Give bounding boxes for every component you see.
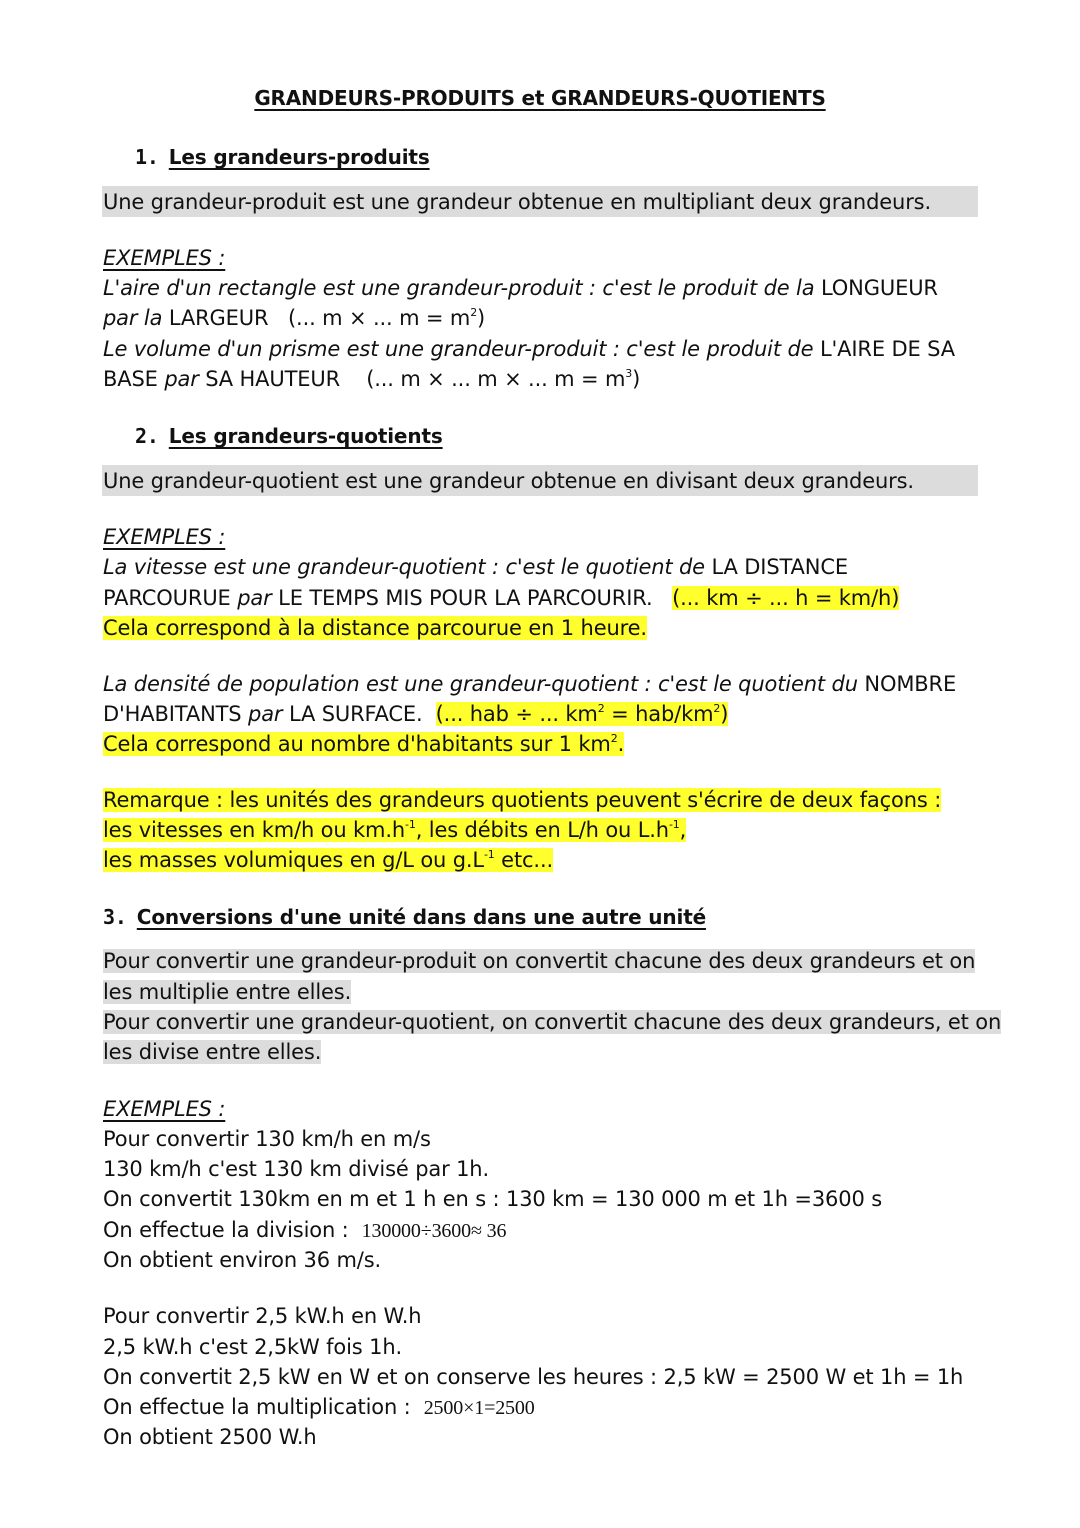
section-3-examples-label: EXEMPLES :	[103, 1097, 226, 1121]
section-3-number: 3.	[103, 905, 127, 929]
division-formula: 130000÷3600≈ 36	[361, 1220, 507, 1242]
example-prism-line-2	[103, 364, 640, 394]
unit-formula: (... m × ... m × ... $m = m^3$)	[366, 367, 641, 391]
section-2-examples-label: EXEMPLES :	[103, 525, 226, 549]
speed-conversion-line-4: On effectue la division : 130000÷3600≈ 36	[103, 1218, 507, 1242]
conversion-rule-quotient-line-1: Pour convertir une grandeur-quotient, on convertit chacune des deux grandeurs, et on	[103, 1010, 1002, 1034]
remark-text: les vitesses en km/h ou $km.h^{-1}$, les débits en L/h ou $L.h^{-1}$,	[103, 818, 687, 842]
speed-conversion-line-1: Pour convertir 130 km/h en m/s	[103, 1127, 431, 1151]
example-keyword: LA SURFACE.	[288, 702, 423, 726]
energy-conversion-line-1: Pour convertir 2,5 kW.h en W.h	[103, 1304, 422, 1328]
example-keyword: D'HABITANTS	[103, 702, 242, 726]
remark-line-3	[103, 845, 553, 875]
speed-conversion-line-2: 130 km/h c'est 130 km divisé par 1h.	[103, 1157, 489, 1181]
example-text: par la	[103, 306, 163, 330]
example-rectangle-line-2	[103, 303, 485, 333]
example-keyword: LE TEMPS MIS POUR LA PARCOURIR.	[278, 586, 653, 610]
example-speed-line-1	[103, 552, 848, 582]
example-density-line-3	[103, 729, 624, 759]
highlighted-note: Cela correspond à la distance parcourue en 1 heure.	[103, 616, 647, 640]
section-1-number: 1.	[135, 145, 159, 169]
unit-formula: (... m × ... $m = m^2$)	[288, 306, 486, 330]
example-keyword: PARCOURUE	[103, 586, 231, 610]
remark-line-2	[103, 815, 686, 845]
section-1-heading	[135, 142, 430, 172]
example-keyword: LONGUEUR	[821, 276, 938, 300]
speed-conversion-line-3: On convertit 130km en m et 1 h en s : 130 km = 130 000 m et 1h =3600 s	[103, 1187, 883, 1211]
remark-line-1	[103, 785, 941, 815]
conversion-rule-product-line-1: Pour convertir une grandeur-produit on convertit chacune des deux grandeurs et on	[103, 949, 976, 973]
section-1-definition: Une grandeur-produit est une grandeur obtenue en multipliant deux grandeurs.	[103, 190, 931, 214]
example-density-line-1	[103, 669, 956, 699]
section-2-definition: Une grandeur-quotient est une grandeur obtenue en divisant deux grandeurs.	[103, 469, 914, 493]
example-keyword: NOMBRE	[864, 672, 957, 696]
example-keyword: LA DISTANCE	[711, 555, 848, 579]
section-3-heading	[103, 902, 706, 932]
energy-conversion-line-3: On convertit 2,5 kW en W et on conserve les heures : 2,5 kW = 2500 W et 1h = 1h	[103, 1365, 964, 1389]
example-speed-line-2	[103, 583, 899, 613]
example-text: par	[248, 702, 283, 726]
example-keyword: LARGEUR	[168, 306, 269, 330]
energy-conversion-result: On obtient 2500 W.h	[103, 1425, 317, 1449]
remark-text: les masses volumiques en g/L ou $g.L^{-1}$ etc...	[103, 848, 554, 872]
unit-formula: (... hab ÷ ... $km^2 = hab/km^2$)	[435, 702, 729, 726]
remark-text: Remarque : les unités des grandeurs quotients peuvent s'écrire de deux façons :	[103, 788, 942, 812]
multiplication-formula: 2500×1=2500	[423, 1397, 535, 1419]
example-density-line-2	[103, 699, 728, 729]
conversion-rule-quotient-line-2: les divise entre elles.	[103, 1040, 322, 1064]
section-1-title: Les grandeurs-produits	[168, 145, 430, 169]
conversion-rule-product-line-2: les multiplie entre elles.	[103, 980, 352, 1004]
example-text: par	[164, 367, 199, 391]
example-text: La densité de population est une grandeur-quotient : c'est le quotient du	[103, 672, 858, 696]
example-speed-line-3	[103, 613, 647, 643]
section-2-heading	[135, 421, 443, 451]
unit-formula: (... km ÷ ... h = km/h)	[672, 586, 900, 610]
example-rectangle-line-1	[103, 273, 938, 303]
example-keyword: L'AIRE DE SA	[819, 337, 955, 361]
energy-conversion-line-4: On effectue la multiplication : 2500×1=2500	[103, 1395, 535, 1419]
example-text: La vitesse est une grandeur-quotient : c'est le quotient de	[103, 555, 705, 579]
section-2-title: Les grandeurs-quotients	[168, 424, 443, 448]
highlighted-note: Cela correspond au nombre d'habitants sur 1 $km^2$.	[103, 732, 625, 756]
example-text: Le volume d'un prisme est une grandeur-produit : c'est le produit de	[103, 337, 814, 361]
section-3-title: Conversions d'une unité dans dans une autre unité	[136, 905, 707, 929]
speed-conversion-result: On obtient environ 36 m/s.	[103, 1248, 382, 1272]
page-title: GRANDEURS-PRODUITS et GRANDEURS-QUOTIENTS	[254, 86, 826, 110]
example-text: par	[237, 586, 272, 610]
example-keyword: BASE	[103, 367, 158, 391]
example-keyword: SA HAUTEUR	[205, 367, 341, 391]
example-text: L'aire d'un rectangle est une grandeur-produit : c'est le produit de la	[103, 276, 815, 300]
example-prism-line-1	[103, 334, 955, 364]
energy-conversion-line-2: 2,5 kW.h c'est 2,5kW fois 1h.	[103, 1335, 403, 1359]
section-2-number: 2.	[135, 424, 159, 448]
section-1-examples-label: EXEMPLES :	[103, 246, 226, 270]
